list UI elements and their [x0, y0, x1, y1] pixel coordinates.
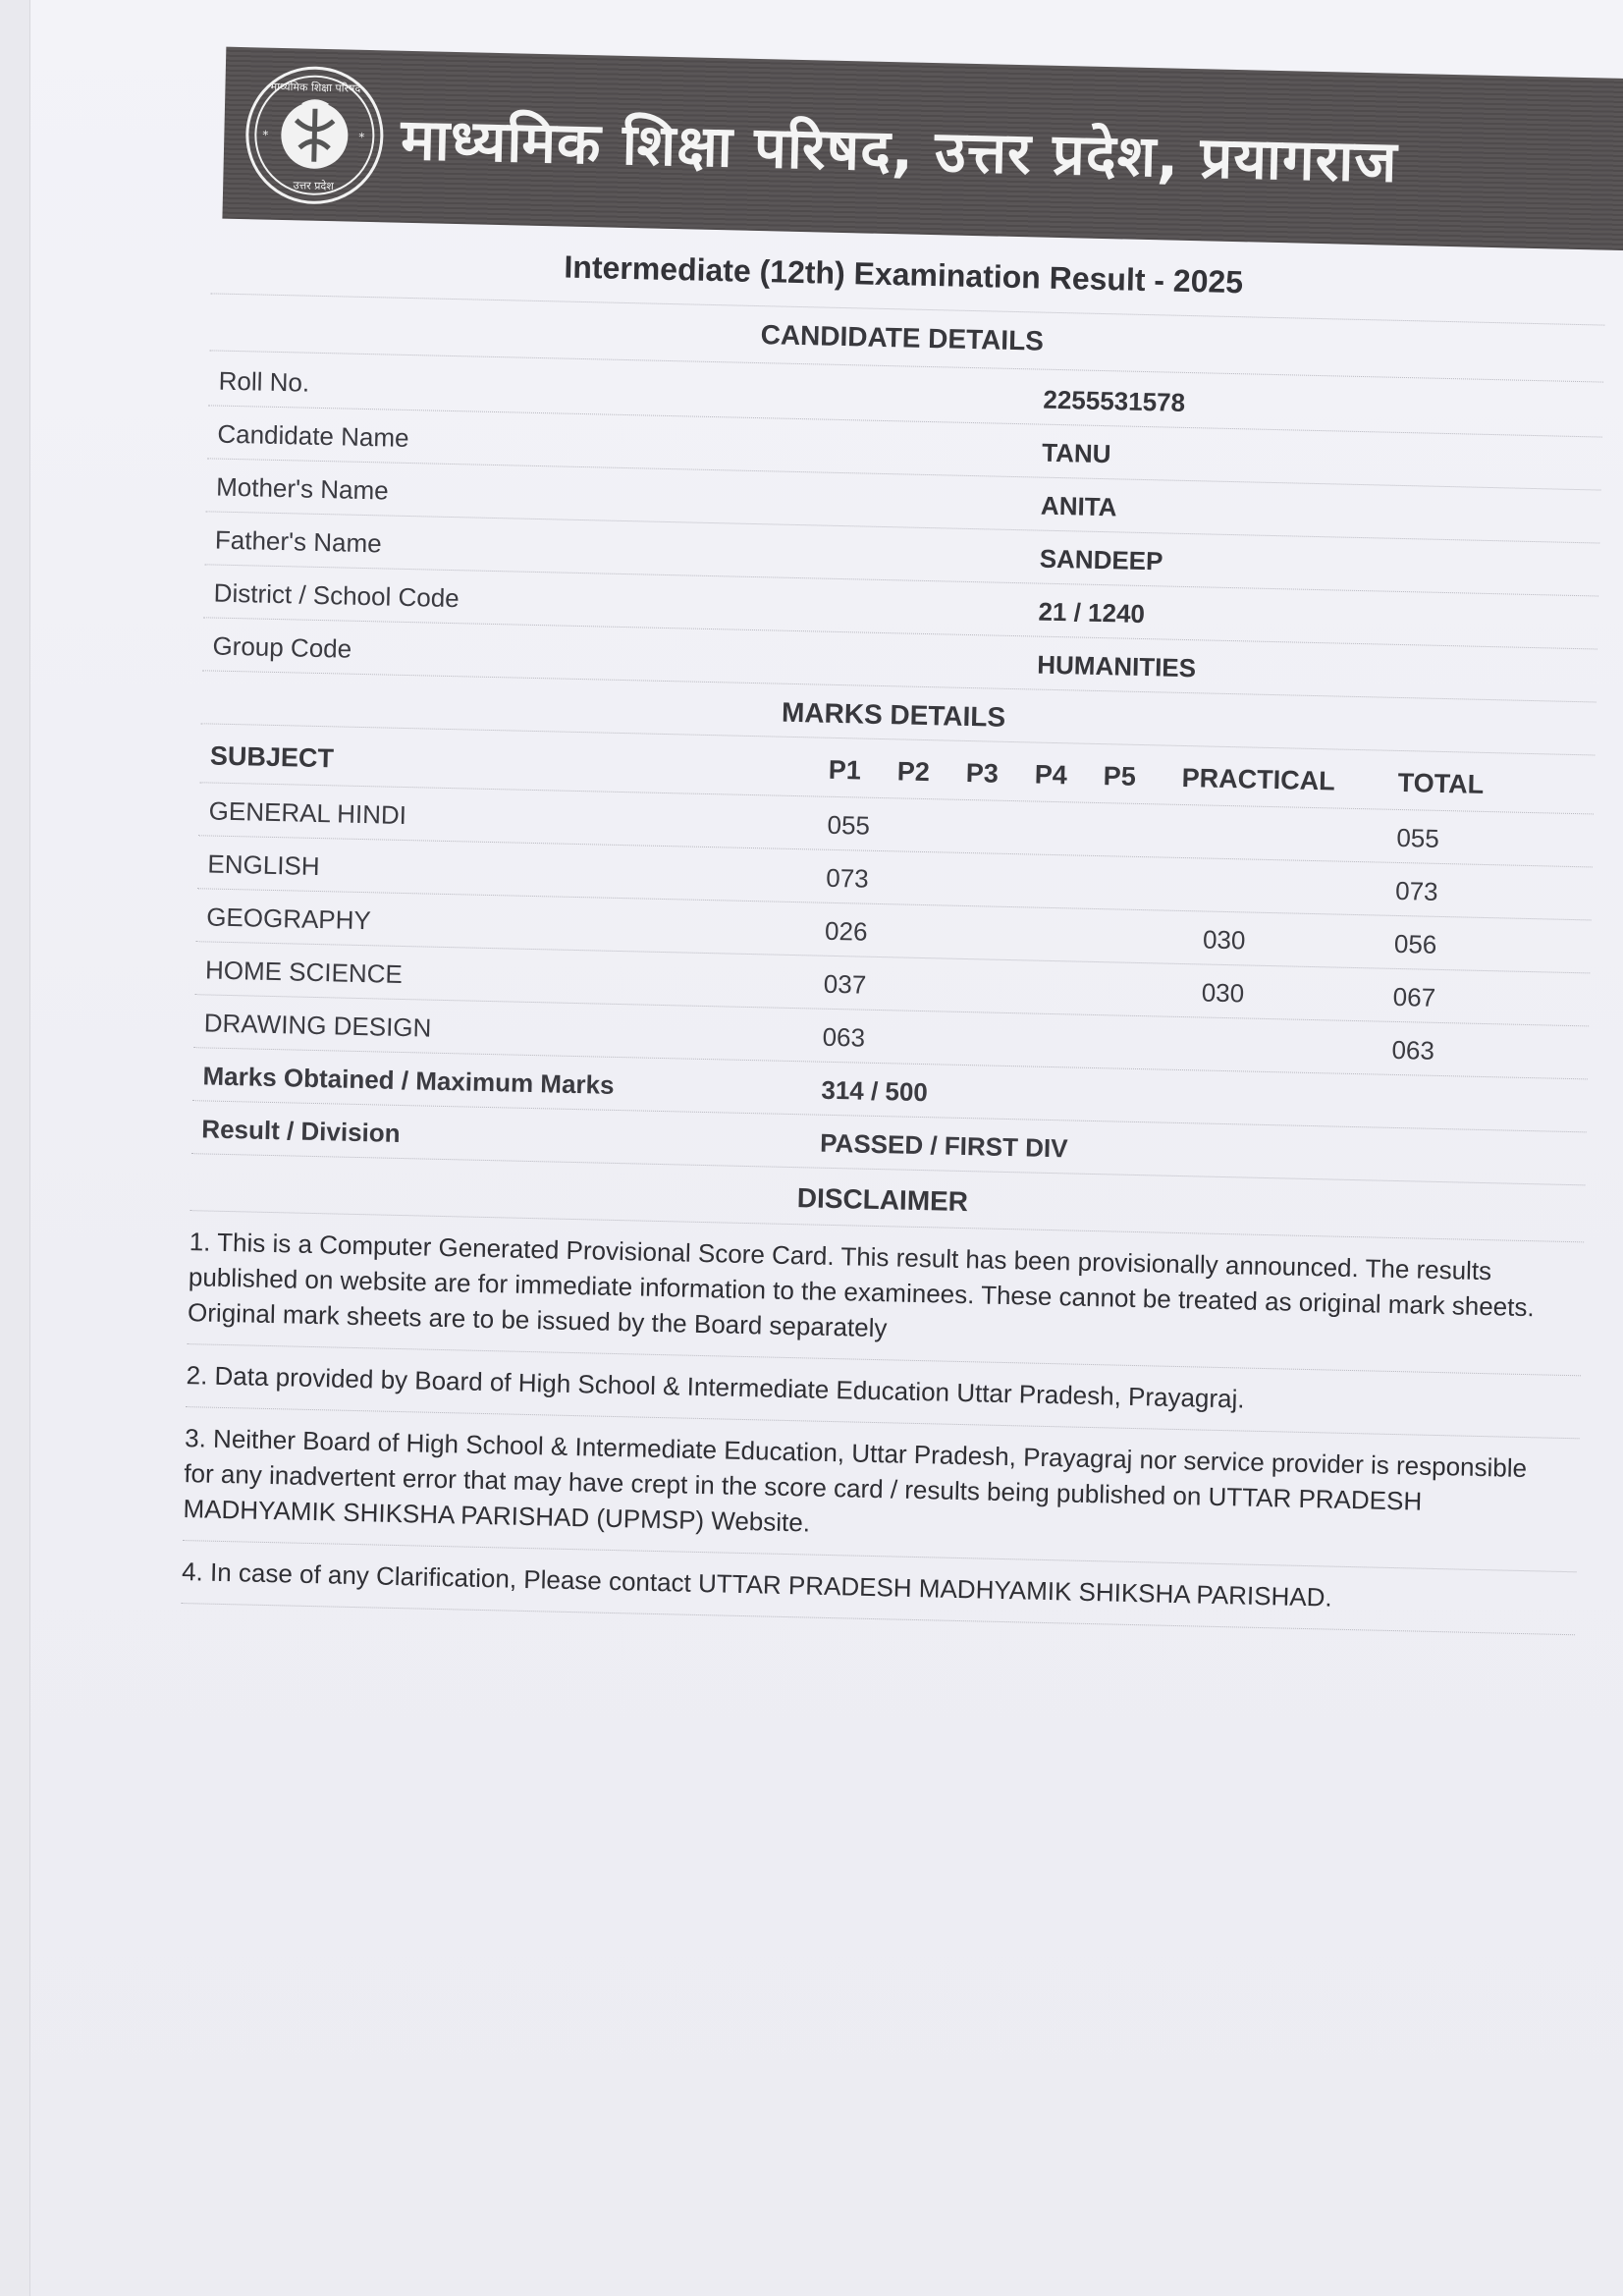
total-mark: 073 [1394, 875, 1438, 906]
mother-name-label: Mother's Name [215, 471, 389, 506]
p4-column-header: P4 [1034, 759, 1068, 791]
p3-column-header: P3 [965, 757, 1000, 789]
father-name-label: Father's Name [214, 524, 382, 559]
p1-column-header: P1 [828, 754, 862, 786]
father-name-value: SANDEEP [1039, 543, 1163, 576]
total-mark: 063 [1391, 1034, 1435, 1066]
p1-mark: 063 [822, 1021, 866, 1053]
disclaimer-item: 1. This is a Computer Generated Provisional Score Card. This result has been provisionally announced. The results published on website are for immediate information to the examinees. These cannot be treated as original mark sheets. Original mark sheets are to be issued by the Board separately [187, 1227, 1536, 1343]
total-mark: 056 [1393, 928, 1437, 959]
group-code-label: Group Code [212, 630, 352, 664]
paper-sheet [29, 0, 1623, 2296]
practical-column-header: PRACTICAL [1181, 762, 1336, 796]
disclaimer-item: 4. In case of any Clarification, Please contact UTTAR PRADESH MADHYAMIK SHIKSHA PARISHAD. [181, 1557, 1333, 1613]
divider [197, 888, 1592, 920]
result-division-label: Result / Division [201, 1114, 401, 1148]
practical-mark: 030 [1202, 924, 1246, 956]
logo-text-top: माध्यमिक शिक्षा परिषद [270, 80, 361, 95]
p2-column-header: P2 [896, 756, 931, 788]
p1-mark: 073 [826, 862, 870, 894]
subject-name: ENGLISH [207, 848, 320, 882]
subject-column-header: SUBJECT [209, 740, 335, 774]
marks-obtained-value: 314 / 500 [821, 1074, 929, 1108]
mother-name-value: ANITA [1040, 490, 1117, 522]
divider [206, 511, 1600, 543]
district-school-code-value: 21 / 1240 [1038, 596, 1146, 629]
total-mark: 055 [1396, 822, 1440, 853]
board-logo [244, 65, 385, 205]
subject-name: GENERAL HINDI [208, 795, 407, 831]
candidate-name-value: TANU [1041, 437, 1111, 469]
divider [198, 835, 1593, 867]
disclaimer-item: 2. Data provided by Board of High School & Intermediate Education Uttar Pradesh, Prayagraj. [186, 1360, 1245, 1414]
divider [208, 405, 1602, 437]
result-document [158, 20, 1621, 1779]
marks-obtained-label: Marks Obtained / Maximum Marks [202, 1061, 615, 1100]
exam-title: Intermediate (12th) Examination Result - 2025 [564, 248, 1244, 301]
p1-mark: 026 [824, 915, 868, 947]
p1-mark: 037 [823, 968, 867, 1000]
disclaimer-heading: DISCLAIMER [796, 1182, 969, 1218]
candidate-details-heading: CANDIDATE DETAILS [760, 319, 1045, 356]
logo-text-bottom: उत्तर प्रदेश [293, 178, 334, 192]
disclaimer-item: 3. Neither Board of High School & Intermediate Education, Uttar Pradesh, Prayagraj nor service provider is responsible for any inadvertent error that may have crept in the score card / results being published on UTTAR PRADESH MADHYAMIK SHIKSHA PARISHAD (UPMSP) Website. [183, 1423, 1528, 1538]
result-division-value: PASSED / FIRST DIV [819, 1127, 1068, 1164]
p1-mark: 055 [827, 809, 871, 841]
board-banner [222, 47, 1623, 251]
total-mark: 067 [1392, 981, 1436, 1012]
divider [203, 617, 1597, 649]
subject-name: DRAWING DESIGN [203, 1008, 432, 1043]
subject-name: HOME SCIENCE [204, 955, 404, 989]
candidate-name-label: Candidate Name [217, 418, 409, 453]
svg-text:*: * [358, 130, 365, 144]
divider [196, 941, 1591, 973]
district-school-code-label: District / School Code [213, 577, 460, 614]
marks-details-heading: MARKS DETAILS [781, 696, 1006, 733]
svg-text:*: * [262, 128, 269, 142]
total-column-header: TOTAL [1397, 767, 1485, 799]
practical-mark: 030 [1201, 977, 1245, 1009]
group-code-value: HUMANITIES [1036, 649, 1197, 683]
subject-name: GEOGRAPHY [205, 902, 372, 936]
board-name: माध्यमिक शिक्षा परिषद, उत्तर प्रदेश, प्रयागराज [400, 105, 1399, 195]
p5-column-header: P5 [1103, 761, 1137, 792]
roll-no-value: 2255531578 [1043, 384, 1186, 417]
divider [207, 458, 1601, 490]
roll-no-label: Roll No. [218, 365, 310, 398]
